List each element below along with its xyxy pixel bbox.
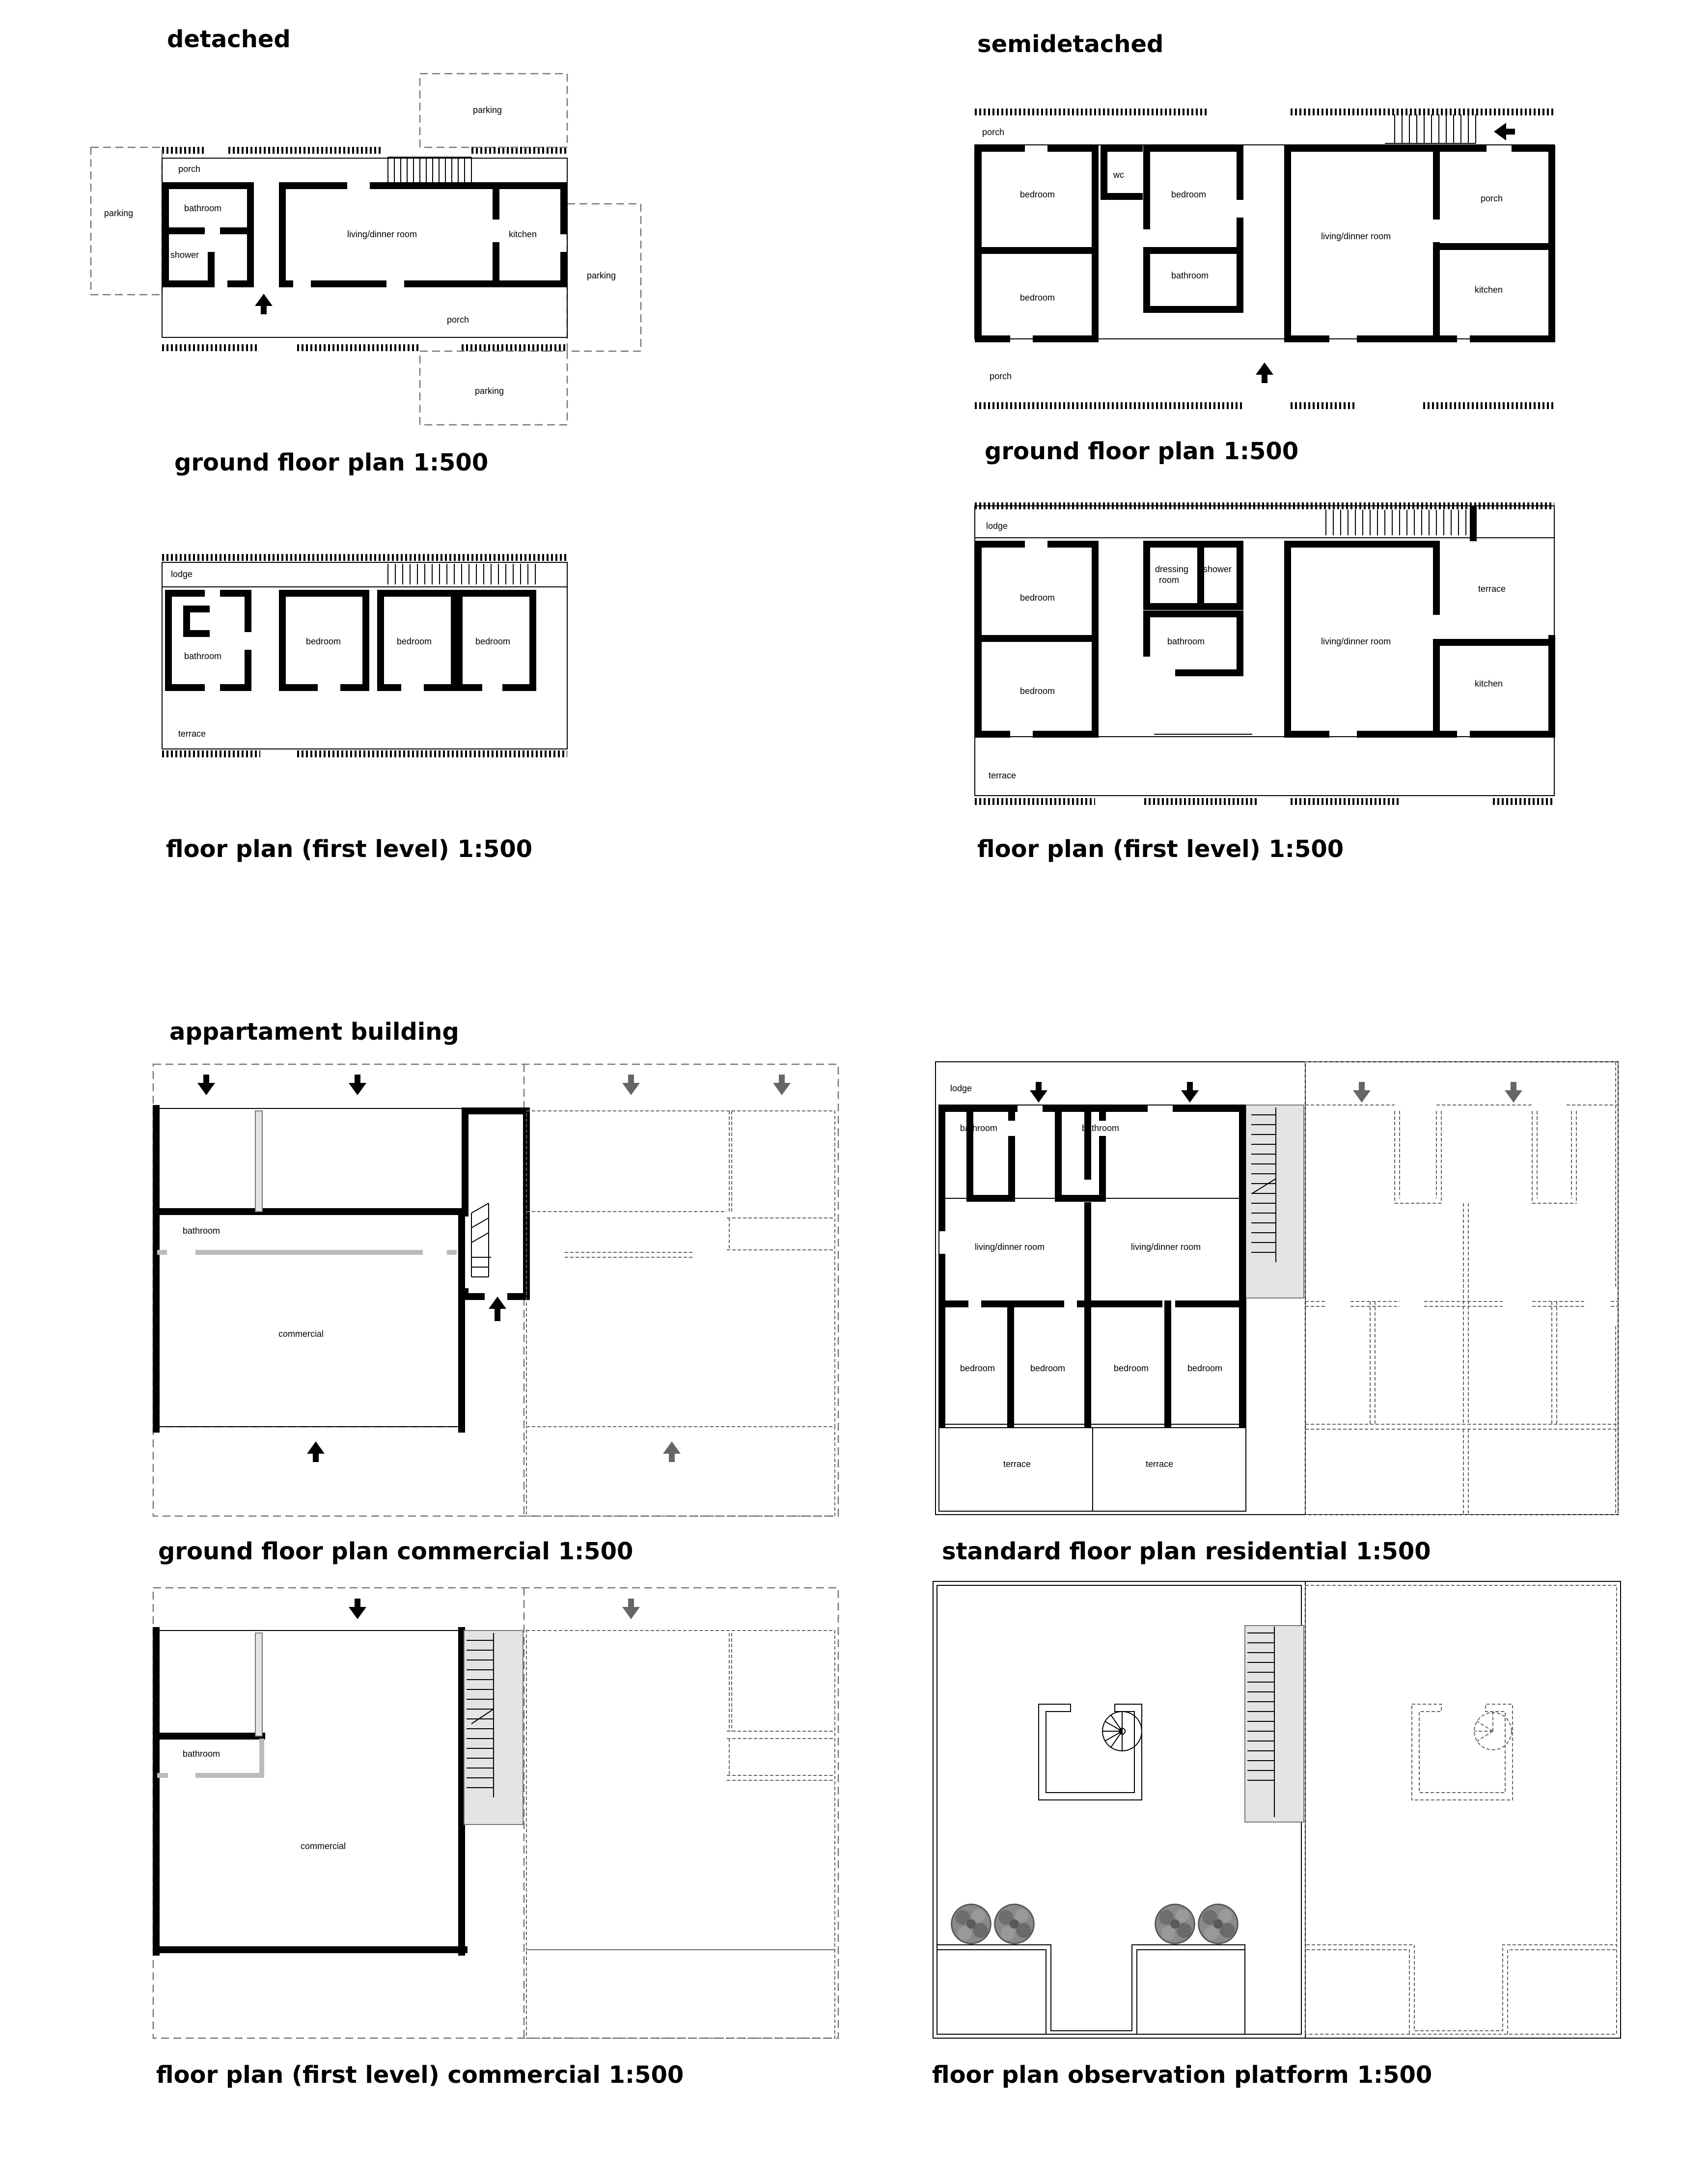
semidetached-title: semidetached — [977, 30, 1164, 58]
label-bedroom: bedroom — [1020, 293, 1055, 303]
semidetached-first-caption: floor plan (first level) 1:500 — [977, 835, 1344, 863]
label-dressing-room: dressing — [1155, 564, 1189, 574]
apartment-ground-plan — [153, 1064, 838, 1516]
detached-ground-caption: ground floor plan 1:500 — [174, 449, 489, 476]
label-bathroom: bathroom — [183, 1226, 220, 1236]
apartment-platform-caption: floor plan observation platform 1:500 — [932, 2061, 1432, 2089]
apartment-first-caption: floor plan (first level) commercial 1:500 — [156, 2061, 684, 2089]
label-living-room: living/dinner room — [347, 229, 417, 239]
label-terrace: terrace — [178, 729, 206, 739]
label-shower: shower — [170, 250, 199, 260]
label-terrace: terrace — [1478, 584, 1506, 594]
label-terrace: terrace — [1003, 1459, 1031, 1469]
label-bedroom: bedroom — [1020, 593, 1055, 603]
label-bathroom: bathroom — [184, 651, 222, 661]
detached-first-plan — [162, 557, 567, 754]
label-kitchen: kitchen — [1475, 285, 1503, 295]
label-bedroom: bedroom — [1020, 686, 1055, 696]
label-bedroom: bedroom — [306, 636, 341, 646]
tree-icon — [952, 1905, 991, 1944]
label-porch: porch — [447, 315, 469, 325]
label-terrace: terrace — [989, 771, 1017, 780]
label-bedroom: bedroom — [1030, 1363, 1066, 1373]
tree-icon — [1156, 1905, 1195, 1944]
apartment-ground-caption: ground floor plan commercial 1:500 — [158, 1538, 633, 1565]
spiral-stair-icon — [1102, 1712, 1142, 1751]
apartment-standard-caption: standard floor plan residential 1:500 — [942, 1538, 1431, 1565]
label-bedroom: bedroom — [1020, 190, 1055, 199]
label-bathroom: bathroom — [184, 203, 222, 213]
label-bathroom: bathroom — [183, 1749, 220, 1759]
detached-title: detached — [167, 26, 291, 53]
label-porch: porch — [990, 371, 1012, 381]
label-commercial: commercial — [301, 1841, 346, 1851]
label-lodge: lodge — [986, 521, 1008, 531]
label-living-room: living/dinner room — [1321, 231, 1391, 241]
apartment-first-plan — [153, 1588, 838, 2038]
label-bedroom: bedroom — [475, 636, 511, 646]
label-bedroom: bedroom — [397, 636, 432, 646]
label-porch: porch — [982, 127, 1005, 137]
tree-icon — [995, 1905, 1034, 1944]
label-bathroom: bathroom — [960, 1123, 998, 1133]
apartment-standard-plan — [936, 1062, 1618, 1515]
label-shower: shower — [1203, 564, 1232, 574]
label-bathroom: bathroom — [1167, 636, 1205, 646]
semidetached-ground-plan — [975, 112, 1554, 406]
apartment-title: appartament building — [169, 1018, 459, 1046]
label-wc: wc — [1113, 170, 1124, 180]
label-living-room: living/dinner room — [1321, 636, 1391, 646]
label-parking: parking — [587, 271, 616, 280]
label-commercial: commercial — [278, 1329, 324, 1339]
label-parking: parking — [473, 105, 502, 115]
label-parking: parking — [104, 208, 134, 218]
detached-first-caption: floor plan (first level) 1:500 — [166, 835, 533, 863]
label-living-room: living/dinner room — [975, 1242, 1045, 1252]
label-parking: parking — [475, 386, 504, 396]
label-porch: porch — [1481, 194, 1503, 203]
apartment-platform-plan — [933, 1581, 1621, 2038]
label-lodge: lodge — [171, 569, 193, 579]
label-bedroom: bedroom — [1187, 1363, 1223, 1373]
label-porch: porch — [178, 164, 201, 174]
label-bathroom: bathroom — [1171, 271, 1209, 280]
label-living-room: living/dinner room — [1131, 1242, 1201, 1252]
semidetached-ground-caption: ground floor plan 1:500 — [985, 438, 1299, 465]
label-dressing-room: room — [1159, 575, 1180, 585]
detached-ground-plan — [91, 74, 641, 425]
label-bedroom: bedroom — [1171, 190, 1207, 199]
tree-icon — [1199, 1905, 1238, 1944]
label-terrace: terrace — [1146, 1459, 1174, 1469]
label-lodge: lodge — [950, 1083, 972, 1093]
semidetached-first-plan — [975, 506, 1554, 802]
label-kitchen: kitchen — [1475, 679, 1503, 689]
label-bedroom: bedroom — [960, 1363, 995, 1373]
label-bedroom: bedroom — [1114, 1363, 1149, 1373]
label-bathroom: bathroom — [1082, 1123, 1120, 1133]
label-kitchen: kitchen — [509, 229, 537, 239]
